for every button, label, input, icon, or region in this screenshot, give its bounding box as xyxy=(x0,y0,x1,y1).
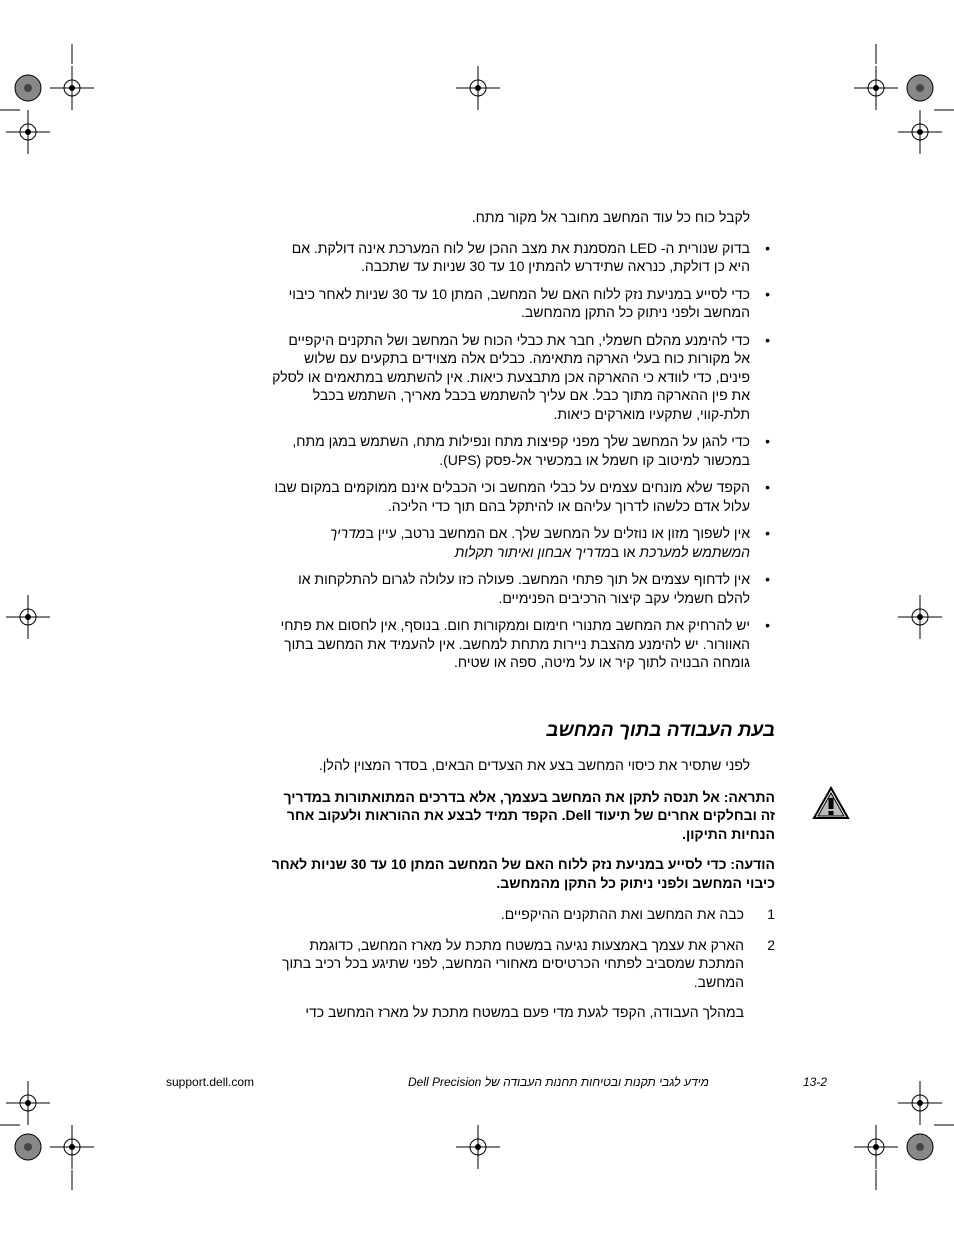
registration-cross-icon xyxy=(6,110,50,154)
registration-cross-icon xyxy=(50,66,94,110)
section-body xyxy=(270,756,775,1022)
list-item: • כדי לסייע במניעת נזק ללוח האם של המחשב, המתן 10 עד 30 שניות לאחר כיבוי המחשב ולפני ניתוק כל התקן מהמחשב. xyxy=(288,285,770,320)
registration-cross-icon xyxy=(854,1125,898,1169)
safety-content xyxy=(270,208,770,681)
registration-cross-icon xyxy=(50,1125,94,1169)
list-item: • יש להרחיק את המחשב מתנורי חימום וממקורות חום. בנוסף, אין לחסום את פתחי האוורור. יש להימנע מהצבת ניירות מתחת למחשב. אין להעמיד את המחשב בתוך גומחה הבנויה לתוך קיר או על מיטה, ספה או שטיח. xyxy=(280,617,770,670)
list-item: • אין לדחוף עצמים אל תוך פתחי המחשב. פעולה כזו עלולה לגרום להתלקחות או להלם חשמלי עקב קיצור הרכיבים הפנימיים. xyxy=(298,571,770,606)
bullet-icon: • xyxy=(765,239,770,256)
doc-reference: מדריך אבחון ואיתור תקלות xyxy=(454,543,611,560)
registration-burst-icon xyxy=(907,75,933,101)
bullet-icon: • xyxy=(765,285,770,302)
bullet-icon: • xyxy=(765,525,770,541)
registration-cross-icon xyxy=(456,1125,500,1169)
registration-cross-icon xyxy=(6,1081,50,1125)
step-item: 2 הארק את עצמך באמצעות נגיעה במשטח מתכת על מארז המחשב, כדוגמת המתכת שמסביב לפתחי הכרטיסים מאחורי המחשב, לפני שתיגע בכל רכיב בתוך המחשב. xyxy=(281,936,775,990)
notice-text: הודעה: כדי לסייע במניעת נזק ללוח האם של המחשב המתן 10 עד 30 שניות לאחר כיבוי המחשב ולפני ניתוק כל התקן מהמחשב. xyxy=(271,856,775,891)
registration-burst-icon xyxy=(907,1134,933,1160)
list-item: • כדי להגן על המחשב שלך מפני קפיצות מתח ונפילות מתח, השתמש במגן מתח, במכשור למיטוב קו חשמל או במכשיר אל-פסק (UPS). xyxy=(292,433,770,468)
doc-reference: מדריך המשתמש למערכת xyxy=(329,525,750,560)
bullet-icon: • xyxy=(765,479,770,495)
bullet-icon: • xyxy=(765,617,770,633)
continuation-text: במהלך העבודה, הקפד לגעת מדי פעם במשטח מתכת על מארז המחשב כדי xyxy=(305,1004,744,1020)
intro-text: לקבל כוח כל עוד המחשב מחובר אל מקור מתח. xyxy=(471,209,750,225)
caution-icon xyxy=(812,786,850,820)
safety-bullet-list xyxy=(270,239,770,672)
list-item: • כדי להימנע מהלם חשמלי, חבר את כבלי הכוח של המחשב ושל התקנים היקפיים אל מקורות כוח בעלי הארקה מתאימה. כבלים אלה מצוידים בתקעים עם שלוש פינים, כדי לוודא כי ההארקה אכן מתבצעת כיאות. אין להשתמש במתאמים או לסלק את פין ההארקה מתוך כבל. אם עליך להשתמש בכבל מאריך, השתמש בכבל תלת-קווי, שתקעיו מוארקים כיאות. xyxy=(272,331,770,422)
section-title: בעת העבודה בתוך המחשב xyxy=(546,720,775,741)
bullet-icon: • xyxy=(765,571,770,587)
bullet-icon: • xyxy=(765,433,770,449)
footer-url: support.dell.com xyxy=(166,1075,255,1089)
registration-burst-icon xyxy=(15,75,41,101)
registration-burst-icon xyxy=(15,1134,41,1160)
bullet-icon: • xyxy=(765,331,770,348)
list-item: • בדוק שנורית ה- LED המסמנת את מצב ההכן של לוח המערכת אינה דולקת. אם היא כן דולקת, כנראה שתידרש להמתין 10 עד 30 שניות עד שתכבה. xyxy=(291,239,770,274)
list-item: • אין לשפוך מזון או נוזלים על המחשב שלך. אם המחשב נרטב, עיין במדריך המשתמש למערכת או במדריך אבחון ואיתור תקלות xyxy=(329,525,770,560)
registration-cross-icon xyxy=(898,595,942,639)
footer-title: מידע לגבי תקנות ובטיחות תחנות העבודה של Dell Precision xyxy=(408,1075,709,1089)
section-intro: לפני שתסיר את כיסוי המחשב בצע את הצעדים הבאים, בסדר המצוין להלן. xyxy=(318,757,750,773)
step-item: 1 כבה את המחשב ואת ההתקנים ההיקפיים. xyxy=(500,906,775,922)
steps-list xyxy=(270,905,775,991)
registration-cross-icon xyxy=(898,1081,942,1125)
registration-cross-icon xyxy=(898,110,942,154)
step-number: 1 xyxy=(767,906,775,922)
registration-cross-icon xyxy=(854,66,898,110)
page-number: 13-2 xyxy=(803,1075,828,1089)
step-number: 2 xyxy=(767,936,775,953)
caution-text: התראה: אל תנסה לתקן את המחשב בעצמך, אלא בדרכים המתואתורות במדריך זה ובחלקים אחרים של תיעוד Dell. הקפד תמיד לבצע את ההוראות ולעקוב אחר הנחיות התיקון. xyxy=(283,788,775,842)
registration-cross-icon xyxy=(6,595,50,639)
list-item: • הקפד שלא מונחים עצמים על כבלי המחשב וכי הכבלים אינם ממוקמים במקום שבו עלול אדם כלשהו לדרוך עליהם או להיתקל בהם תוך כדי הליכה. xyxy=(274,479,770,514)
registration-cross-icon xyxy=(456,66,500,110)
